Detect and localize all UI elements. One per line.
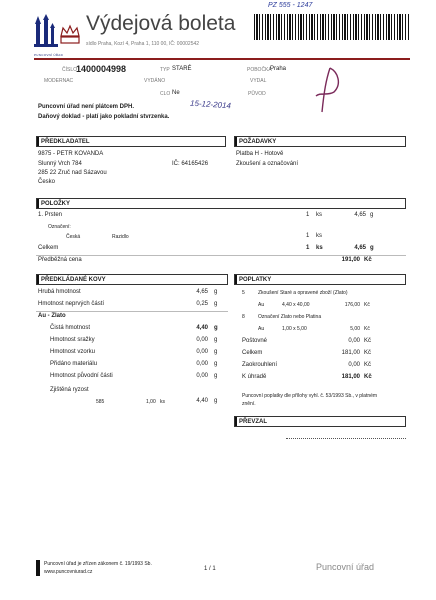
- detail-1-value: 4,40: [196, 325, 208, 331]
- submitter-city: 285 22 Zruč nad Sázavou: [38, 170, 107, 176]
- ryzost-weight-unit: g: [214, 398, 218, 404]
- detail-5-value: 0,00: [196, 373, 208, 379]
- oznaceni-value-1: Česká: [66, 234, 81, 240]
- item-weight: 4,65: [354, 212, 366, 218]
- kovy-row-1-value: 4,65: [196, 289, 208, 295]
- signature: [300, 62, 360, 118]
- detail-2-value: 0,00: [196, 337, 208, 343]
- ryzost-count: 1,00: [146, 399, 156, 405]
- detail-3-value: 0,00: [196, 349, 208, 355]
- celkem-qty: 1: [306, 245, 310, 251]
- signature-line: [286, 438, 406, 439]
- kovy-row-2-unit: g: [214, 301, 218, 307]
- section-polozky: POLOŽKY: [36, 198, 406, 209]
- pobocka-label: POBOČKA: [247, 67, 272, 73]
- celkem-unit: ks: [316, 245, 323, 251]
- detail-2-unit: g: [214, 337, 218, 343]
- ryzost-label: Zjištěná ryzost: [50, 387, 89, 393]
- header-rule: [34, 58, 410, 60]
- k-uhrade-value: 181,00: [341, 374, 360, 380]
- footer-web[interactable]: www.puncovniurad.cz: [44, 569, 93, 575]
- poplatky-celkem-value: 181,00: [341, 350, 360, 356]
- footer-law: Puncovní úřad je zřízen zákonem č. 19/1993 Sb.: [44, 561, 152, 567]
- fee-8-no: 8: [242, 314, 245, 320]
- section-poplatky: POPLATKY: [234, 274, 406, 285]
- fees-note: Puncovní poplatky dle přílohy vyhl. č. 53/1993 Sb., v platném znění.: [242, 393, 378, 407]
- submitter-country: Česko: [38, 179, 56, 185]
- submitter-ic: IČ: 64165426: [172, 161, 209, 167]
- predbezna-value: 191,00: [341, 257, 360, 263]
- fee-5-calc: 4,40 x 40,00: [282, 302, 310, 308]
- detail-1-label: Čistá hmotnost: [50, 325, 91, 331]
- detail-4-unit: g: [214, 361, 218, 367]
- modernac-label: MODERNAC: [44, 78, 74, 84]
- detail-5-unit: g: [214, 373, 218, 379]
- oznaceni-qty: 1: [306, 233, 310, 239]
- footer-brand: Puncovní úřad: [316, 562, 375, 572]
- detail-2-label: Hmotnost sražky: [50, 337, 95, 343]
- page-title: Výdejová boleta: [86, 12, 236, 35]
- fee-5-no: 5: [242, 290, 245, 296]
- footer-bar: [36, 560, 40, 576]
- service-type: Zkoušení a označování: [236, 161, 299, 167]
- ryzost-weight: 4,40: [196, 398, 208, 404]
- predbezna-currency: Kč: [364, 257, 372, 263]
- kovy-row-2-value: 0,25: [196, 301, 208, 307]
- detail-4-label: Přidáno materiálu: [50, 361, 98, 367]
- ryzost-unit: ks: [160, 399, 165, 405]
- predbezna-label: Předběžná cena: [38, 257, 82, 263]
- submitter-name: 9875 - PETR KOVANDA: [38, 151, 104, 157]
- notice-receipt: Daňový doklad - platí jako pokladní stvrzenka.: [38, 114, 170, 120]
- logo-text: PUNCOVNÍ ÚŘAD: [34, 53, 64, 57]
- typ-label: TYP: [160, 67, 170, 73]
- clo-value: Ne: [172, 90, 180, 96]
- item-unit: ks: [316, 212, 322, 218]
- pobocka-value: Praha: [270, 66, 287, 72]
- item-name: 1. Prsten: [38, 212, 63, 218]
- kovy-divider: [36, 311, 228, 312]
- oznaceni-value-2: Razidlo: [112, 234, 129, 240]
- submitter-street: Slunný Vrch 784: [38, 161, 82, 167]
- section-kovy: PŘEDKLÁDANÉ KOVY: [36, 274, 228, 285]
- detail-4-value: 0,00: [196, 361, 208, 367]
- au-label: Au - Zlato: [38, 313, 66, 319]
- signature-scribble-icon: [300, 62, 360, 118]
- poplatky-celkem-label: Celkem: [242, 350, 263, 356]
- cislo-value: 1400004998: [76, 64, 127, 74]
- cislo-label: ČÍSLO: [62, 67, 78, 73]
- logo-crown-icon: [34, 14, 84, 52]
- stamp-number: PZ 555 - 1247: [268, 2, 313, 9]
- ryzost-fineness: 585: [96, 399, 105, 405]
- detail-5-label: Hmotnost původní části: [50, 373, 113, 379]
- povod-label: PŮVOD: [248, 91, 266, 97]
- kovy-row-1-label: Hrubá hmotnost: [38, 289, 81, 295]
- detail-3-label: Hmotnost vzorku: [50, 349, 96, 355]
- company-info: sídlo Praha, Kozí 4, Praha 1, 110 00, IČ: 00002542: [86, 41, 200, 47]
- zaokrouhleni-value: 0,00: [348, 362, 360, 368]
- payment-method: Platba H - Hotově: [236, 151, 284, 157]
- clo-label: CLO: [160, 91, 171, 97]
- fee-5-currency: Kč: [364, 302, 370, 308]
- kovy-row-1-unit: g: [214, 289, 218, 295]
- celkem-weight-unit: g: [370, 245, 374, 251]
- typ-value: STARÉ: [172, 66, 192, 72]
- polozky-divider: [36, 255, 406, 256]
- item-weight-unit: g: [370, 212, 374, 218]
- item-qty: 1: [306, 212, 310, 218]
- k-uhrade-label: K úhradě: [242, 374, 267, 380]
- section-prevzal: PŘEVZAL: [234, 416, 406, 427]
- section-pozadavky: POŽADAVKY: [234, 136, 406, 147]
- celkem-label: Celkem: [38, 245, 59, 251]
- k-uhrade-currency: Kč: [364, 374, 372, 380]
- page-number: 1 / 1: [204, 566, 216, 572]
- section-predkladatel: PŘEDKLADATEL: [36, 136, 226, 147]
- celkem-weight: 4,65: [354, 245, 366, 251]
- detail-1-unit: g: [214, 325, 218, 331]
- fee-5-metal: Au: [258, 302, 265, 308]
- fee-8-metal: Au: [258, 326, 265, 332]
- zaokrouhleni-label: Zaokrouhlení: [242, 362, 278, 368]
- fee-8-currency: Kč: [364, 326, 370, 332]
- fee-5-label: Zkoušení Staré a opravené zboží (Zlato): [258, 290, 348, 296]
- fee-5-amount: 176,00: [344, 302, 360, 308]
- fee-8-amount: 5,00: [350, 326, 360, 332]
- kovy-row-2-label: Hmotnost neprvých částí: [38, 301, 105, 307]
- handwritten-date: 15-12-2014: [189, 98, 232, 111]
- barcode: [254, 14, 410, 40]
- fee-8-calc: 1,00 x 5,00: [282, 326, 307, 332]
- vydano-label: VYDÁNO: [144, 78, 166, 84]
- detail-3-unit: g: [214, 349, 218, 355]
- poplatky-celkem-currency: Kč: [364, 350, 372, 356]
- vydal-label: VYDAL: [250, 78, 267, 84]
- postovne-currency: Kč: [364, 338, 372, 344]
- notice-vat: Puncovní úřad není plátcem DPH.: [38, 104, 135, 110]
- fee-8-label: Označení Zlato nebo Platina: [258, 314, 322, 320]
- logo: [34, 14, 84, 52]
- zaokrouhleni-currency: Kč: [364, 362, 372, 368]
- oznaceni-label: Označení:: [48, 224, 71, 230]
- oznaceni-unit: ks: [316, 233, 322, 239]
- postovne-label: Poštovné: [242, 338, 268, 344]
- postovne-value: 0,00: [348, 338, 360, 344]
